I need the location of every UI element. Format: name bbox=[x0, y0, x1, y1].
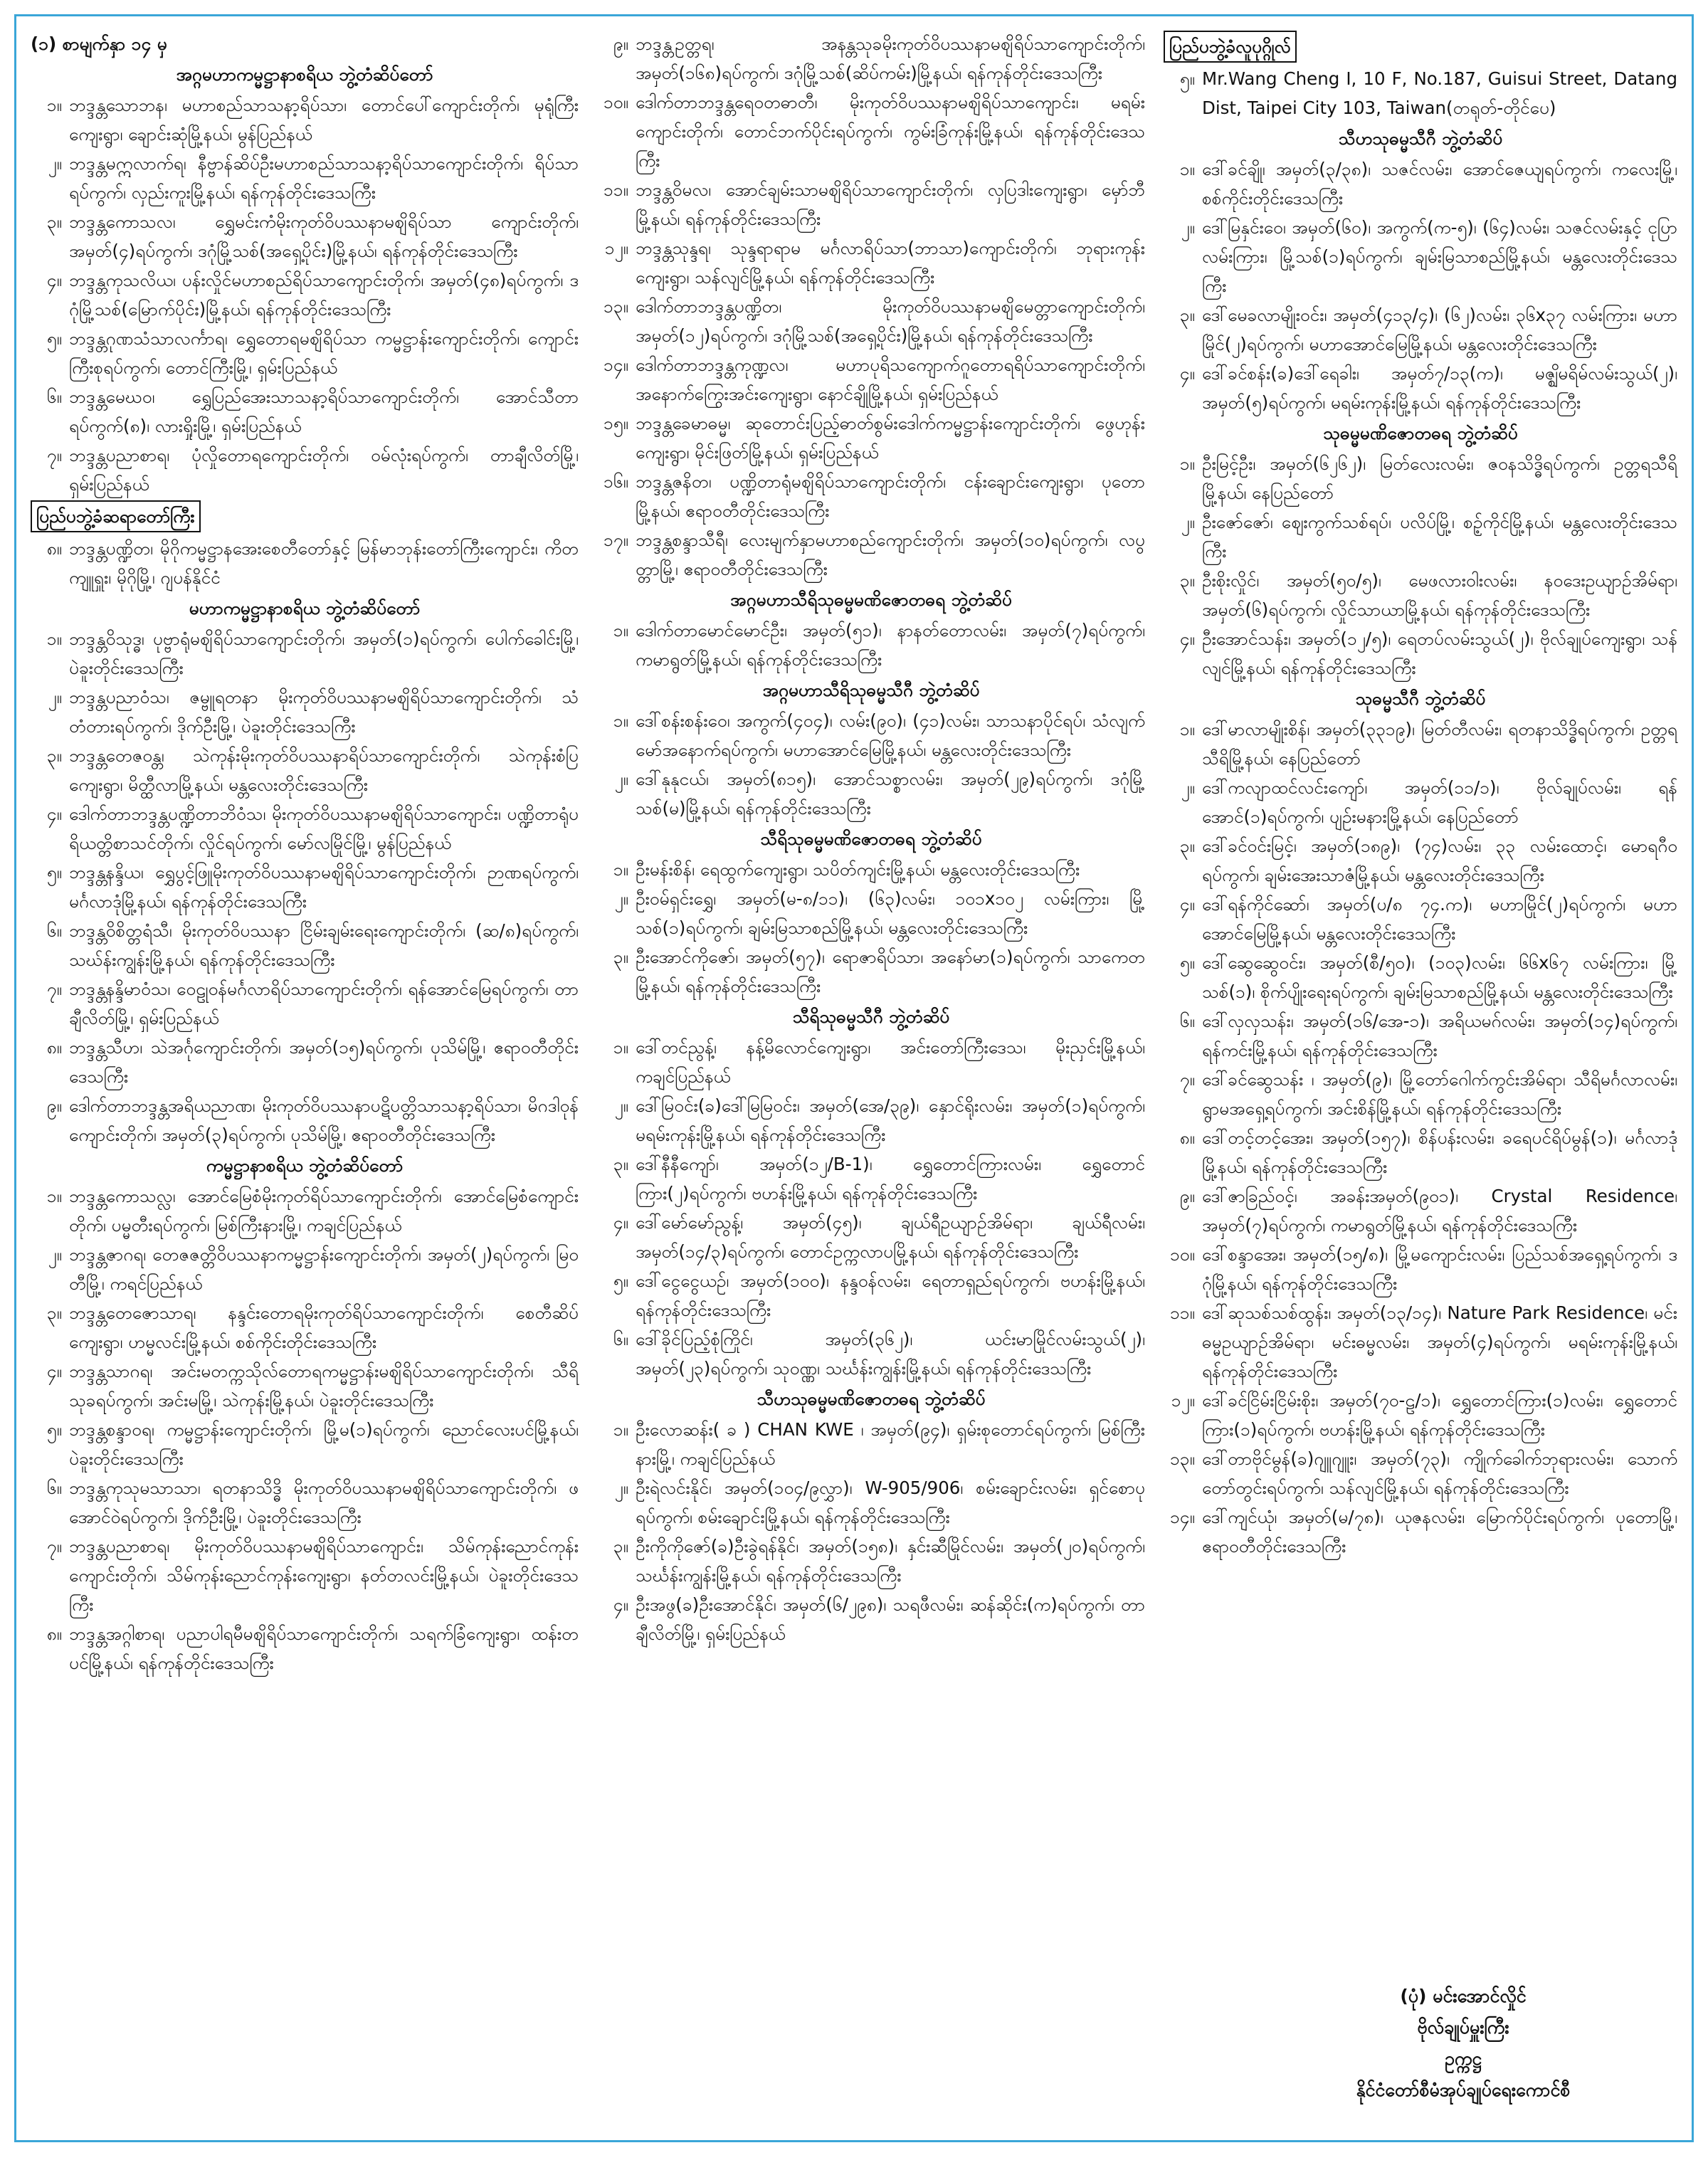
list-item bbox=[31, 799, 579, 858]
list-item-number: ၈။ bbox=[46, 1623, 62, 1644]
list-item-text: ဒေါ်ကလျာထင်လင်းကျော်၊ အမှတ်(၁၁/၁)၊ ဗိုလ်ချုပ်လမ်း၊ ရန်အောင်(၁)ရပ်ကွက်၊ ပျဉ်းမနားမြို့နယ်၊ နေပြည်တော် bbox=[1202, 777, 1677, 827]
list-item-number: ၅။ bbox=[613, 1270, 628, 1291]
section-heading: သီရိသုဓမ္မသီဂီ ဘွဲ့တံဆိပ် bbox=[792, 1006, 950, 1027]
list-item-number: ၃။ bbox=[46, 211, 62, 232]
list-item-number: ၄။ bbox=[613, 1212, 628, 1233]
list-item-text: ဘဒ္ဒန္တကုသုမသာသာ၊ ရတနာသိဒ္ဓိ မိုးကုတ်ဝိပဿနာမဈိရိပ်သာကျောင်းတိုက်၊ ဖအောင်ဝဲရပ်ကွက်၊ ဒိုက်ဦးမြို့၊ ပဲခူးတိုင်းဒေသကြီး bbox=[69, 1478, 579, 1527]
list-item-text: ဒေါက်တာဘဒ္ဒန္တပဏ္ဍိတာဘိဝံသ၊ မိုးကုတ်ဝိပဿနာမဈိရိပ်သာကျောင်း၊ ပဏ္ဍိတာရုံပရိယတ္တိစာသင်တိုက်၊ လှိုင်ရပ်ကွက်၊ မော်လမြိုင်မြို့၊ မွန်ပြည်နယ် bbox=[69, 804, 579, 853]
list-item-text: ဘဒ္ဒန္တပဏ္ဍိတ၊ မိုဂိုကမ္မဋ္ဌာနအေးစေတီတော်နှင့် မြန်မာဘုန်းတော်ကြီးကျောင်း၊ ကိတကျူရှူး၊ မိုဂိုမြို့၊ ဂျပန်နိုင်ငံ bbox=[69, 538, 579, 588]
list-item-number: ၂။ bbox=[1181, 217, 1195, 238]
list-item-text: ဘဒ္ဒန္တကုသလိယ၊ ပန်းလှိုင်မဟာစည်ရိပ်သာကျောင်းတိုက်၊ အမှတ်(၄၈)ရပ်ကွက်၊ ဒဂုံမြို့သစ်(မြောက်ပိုင်း)မြို့နယ်၊ ရန်ကုန်တိုင်းဒေသကြီး bbox=[69, 270, 579, 320]
list-item-number: ၉။ bbox=[1179, 1186, 1195, 1206]
list-item bbox=[597, 706, 1145, 764]
list-item-text: ဦးဝမ်ရှင်းရွှေ၊ အမှတ်(မ-၈/၁၁)၊ (၆၃)လမ်း၊ ၁၀၁x၁၀၂ လမ်းကြား၊ မြို့သစ်(၁)ရပ်ကွက်၊ ချမ်းမြသာစည်မြို့နယ်၊ မန္တလေးတိုင်းဒေသကြီး bbox=[636, 888, 1145, 938]
list-item bbox=[1164, 1181, 1677, 1240]
list-item-number: ၁။ bbox=[613, 859, 628, 880]
list-item-text: ဘဒ္ဒန္တပညာစာရ၊ မိုးကုတ်ဝိပဿနာမဈိရိပ်သာကျောင်း၊ သိမ်ကုန်းညောင်ကုန်းကျောင်းတိုက်၊ သိမ်ကုန်းညောင်ကုန်းကျေးရွာ၊ နတ်တလင်းမြို့နယ်၊ ပဲခူးတိုင်းဒေသကြီး bbox=[69, 1536, 579, 1615]
list-item-text: ဘဒ္ဒန္တစန္ဒာဝရ၊ ကမ္မဋ္ဌာန်းကျောင်းတိုက်၊ မြို့မ(၁)ရပ်ကွက်၊ ညောင်လေးပင်မြို့နယ်၊ ပဲခူးတိုင်းဒေသကြီး bbox=[69, 1419, 579, 1469]
list-item-text: ဒေါ်ဆုသစ်သစ်ထွန်း၊ အမှတ်(၁၃/၁၄)၊ Nature Park Residence၊ မင်းဓမ္မဥယျာဉ်အိမ်ရာ၊ မင်းဓမ္မလမ်း၊ အမှတ်(၄)ရပ်ကွက်၊ မရမ်းကုန်းမြို့နယ်၊ ရန်ကုန်တိုင်းဒေသကြီး bbox=[1202, 1302, 1677, 1381]
continuation-note: (၁) စာမျက်နှာ ၁၄ မှ bbox=[31, 33, 167, 54]
list-item bbox=[1164, 359, 1677, 417]
list-item bbox=[597, 884, 1145, 942]
list-item-number: ၃။ bbox=[1179, 836, 1195, 856]
list-item-number: ၁၂။ bbox=[1171, 1390, 1195, 1411]
list-item bbox=[1164, 1123, 1677, 1181]
list-item-text: ဒေါ်မြနှင်းဝေ၊ အမှတ်(၆၀)၊ အကွက်(က-၅)၊ (၆၄)လမ်း၊ သဇင်လမ်းနှင့် ငုပြာလမ်းကြား၊ မြို့သစ်(၁)ရပ်ကွက်၊ ချမ်းမြသာစည်မြို့နယ်၊ မန္တလေးတိုင်းဒေသကြီး bbox=[1202, 217, 1677, 296]
list-item bbox=[597, 525, 1145, 584]
list-item-text: ဒေါ်မော်မော်ညွန့်၊ အမှတ်(၄၅)၊ ချယ်ရီဥယျာဉ်အိမ်ရာ၊ ချယ်ရီလမ်း၊ အမှတ်(၁၄/၃)ရပ်ကွက်၊ တောင်ဥက္ကလာပမြို့နယ်၊ ရန်ကုန်တိုင်းဒေသကြီး bbox=[636, 1212, 1145, 1262]
list-item bbox=[31, 624, 579, 683]
signature-block bbox=[1164, 1981, 1677, 2106]
list-item-text: ဘဒ္ဒန္တဥတ္တရ၊ အနန္တသုခမိုးကုတ်ဝိပဿနာမဈိရိပ်သာကျောင်းတိုက်၊ အမှတ်(၁၆၈)ရပ်ကွက်၊ ဒဂုံမြို့သစ်(ဆိပ်ကမ်း)မြို့နယ်၊ ရန်ကုန်တိုင်းဒေသကြီး bbox=[636, 33, 1145, 83]
list-item bbox=[597, 467, 1145, 525]
list-item-number: ၁၂။ bbox=[604, 238, 628, 258]
list-item bbox=[31, 1532, 579, 1619]
list-item bbox=[597, 1033, 1145, 1091]
list-item-number: ၁။ bbox=[1179, 719, 1195, 739]
list-item bbox=[1164, 715, 1677, 773]
list-item-number: ၁၀။ bbox=[1170, 1244, 1195, 1265]
list-item bbox=[1164, 1065, 1677, 1123]
list-item-text: ဒေါ်ခင်ဝင်းမြင့်၊ အမှတ်(၁၈၉)၊ (၇၄)လမ်း၊ ၃၃ လမ်းထောင့်၊ မောရဂီဝရပ်ကွက်၊ ချမ်းအေးသာဇံမြို့နယ်၊ မန္တလေးတိုင်းဒေသကြီး bbox=[1202, 836, 1677, 885]
list-item bbox=[597, 1208, 1145, 1266]
list-item-number: ၄။ bbox=[46, 804, 62, 824]
list-item-text: ဒေါ်တင်ညွန့်၊ နန့်မိလောင်ကျေးရွာ၊ အင်းတော်ကြီးဒေသ၊ မိုးညှင်းမြို့နယ်၊ ကချင်ပြည်နယ် bbox=[636, 1037, 1145, 1087]
section-heading: သီဟသုဓမ္မသီဂီ ဘွဲ့တံဆိပ် bbox=[1338, 128, 1503, 149]
list-item bbox=[31, 1298, 579, 1357]
list-item-number: ၁၁။ bbox=[603, 179, 628, 200]
list-item-number: ၁။ bbox=[1179, 453, 1195, 474]
list-item-text: ဘဒ္ဒန္တသီဟ၊ သဲအင်္ဂုကျောင်းတိုက်၊ အမှတ်(၁၅)ရပ်ကွက်၊ ပုသိမ်မြို့၊ ဧရာဝတီတိုင်းဒေသကြီး bbox=[69, 1037, 579, 1087]
list-item-number: ၂။ bbox=[614, 1478, 628, 1498]
section-heading: သီရိသုဓမ္မမဏိဇောတဓရ ဘွဲ့တံဆိပ် bbox=[760, 828, 982, 849]
list-item-number: ၁။ bbox=[613, 1419, 628, 1440]
list-item-text: ဦးကိုကိုဇော်(ခ)ဦးခွဲရန်နိုင်၊ အမှတ်(၁၅၈)၊ နှင်းဆီမြိုင်လမ်း၊ အမှတ်(၂၀)ရပ်ကွက်၊ သင်္ဃန်းကျွန်းမြို့နယ်၊ ရန်ကုန်တိုင်းဒေသကြီး bbox=[636, 1536, 1145, 1586]
section-heading: မဟာကမ္မဋ္ဌာနာစရိယ ဘွဲ့တံဆိပ်တော် bbox=[189, 598, 421, 618]
list-item-number: ၇။ bbox=[46, 1536, 62, 1557]
list-item-text: ဘဒ္ဒန္တနန္ဒိယ၊ ရွှေပွင့်ဖြူမိုးကုတ်ဝိပဿနာမဈိရိပ်သာကျောင်းတိုက်၊ ဉာဏရပ်ကွက်၊ မင်္ဂလာဒုံမြို့နယ်၊ ရန်ကုန်တိုင်းဒေသကြီး bbox=[69, 862, 579, 912]
list-item-text: ဦးမန်းစိန်၊ ရေထွက်ကျေးရွာ၊ သပိတ်ကျင်းမြို့နယ်၊ မန္တလေးတိုင်းဒေသကြီး bbox=[636, 859, 1080, 880]
list-item bbox=[597, 1473, 1145, 1532]
list-item bbox=[597, 88, 1145, 175]
list-item-number: ၅။ bbox=[1179, 952, 1195, 973]
signature-rank: ဗိုလ်ချုပ်မှူးကြီး bbox=[1417, 2017, 1509, 2038]
list-item-text: ဘဒ္ဒန္တစန္ဒာသီရီ၊ လေးမျက်နှာမဟာစည်ကျောင်းတိုက်၊ အမှတ်(၁၀)ရပ်ကွက်၊ လပွတ္တာမြို့၊ ဧရာဝတီတိုင်းဒေသကြီး bbox=[636, 530, 1145, 579]
list-item-text: ဘဒ္ဒန္တဝိမလ၊ အောင်ချမ်းသာမဈိရိပ်သာကျောင်းတိုက်၊ လှပြဒါးကျေးရွာ၊ မှော်ဘီမြို့နယ်၊ ရန်ကုန်တိုင်းဒေသကြီး bbox=[636, 179, 1145, 229]
list-item bbox=[1164, 773, 1677, 831]
list-item bbox=[1164, 1444, 1677, 1502]
list-item-text: ဘဒ္ဒန္တမေဃဝ၊ ရွှေပြည်အေးသာသနာ့ရိပ်သာကျောင်းတိုက်၊ အောင်သီတာရပ်ကွက်(၈)၊ လားရှိုးမြို့၊ ရှမ်းပြည်နယ် bbox=[69, 386, 579, 436]
list-item-number: ၁၄။ bbox=[1170, 1507, 1195, 1527]
list-item-number: ၈။ bbox=[1179, 1127, 1195, 1148]
list-item-text: ဘဒ္ဒန္တတေဇောသာရ၊ နန္ဒင်းတောရမိုးကုတ်ရိပ်သာကျောင်းတိုက်၊ စေတီဆိပ်ကျေးရွာ၊ ဟမ္မလင်းမြို့နယ်၊ စစ်ကိုင်းတိုင်းဒေသကြီး bbox=[69, 1302, 579, 1352]
list-item-number: ၆။ bbox=[46, 1478, 62, 1498]
list-item-text: ဘဒ္ဒန္တဝိစိတ္တရံသီ၊ မိုးကုတ်ဝိပဿနာ ငြိမ်းချမ်းရေးကျောင်းတိုက်၊ (ဆ/၈)ရပ်ကွက်၊ သဃ်န်းကျွန်းမြို့နယ်၊ ရန်ကုန်တိုင်းဒေသကြီး bbox=[69, 920, 579, 970]
list-item-text: ဒေါ်နီနီကျော်၊ အမှတ်(၁၂/B-1)၊ ရွှေတောင်ကြားလမ်း၊ ရွှေတောင်ကြား(၂)ရပ်ကွက်၊ ဗဟန်းမြို့နယ်၊ ရန်ကုန်တိုင်းဒေသကြီး bbox=[636, 1154, 1145, 1203]
list-item-number: ၁။ bbox=[613, 1037, 628, 1058]
list-item bbox=[597, 942, 1145, 1001]
list-item bbox=[597, 764, 1145, 823]
list-item-number: ၁။ bbox=[613, 620, 628, 641]
list-item-text: ဦးအောင်ကိုဇော်၊ အမှတ်(၅၇)၊ ရောဇာရိပ်သာ၊ အနော်မာ(၁)ရပ်ကွက်၊ သာကေတမြို့နယ်၊ ရန်ကုန်တိုင်းဒေသကြီး bbox=[636, 947, 1145, 996]
list-item-text: ဒေါက်တာဘဒ္ဒန္တရေဝတဓာတီ၊ မိုးကုတ်ဝိပဿနာမဈိရိပ်သာကျောင်း၊ မရမ်းကျောင်းတိုက်၊ တောင်ဘက်ပိုင်းရပ်ကွက်၊ ကွမ်းခြံကုန်းမြို့နယ်၊ ရန်ကုန်တိုင်းဒေသကြီး bbox=[636, 92, 1145, 171]
list-item-text: ဒေါ်မြဝင်း(ခ)ဒေါ်မြမြဝင်း၊ အမှတ်(အေ/၃၉)၊ နှောင်ရိုးလမ်း၊ အမှတ်(၁)ရပ်ကွက်၊ မရမ်းကုန်းမြို့နယ်၊ ရန်ကုန်တိုင်းဒေသကြီး bbox=[636, 1095, 1145, 1145]
list-item bbox=[597, 1532, 1145, 1590]
list-item bbox=[597, 175, 1145, 233]
list-item-text: ဘဒ္ဒန္တပညာဝံသ၊ ဇမ္ဗူရတနာ မိုးကုတ်ဝိပဿနာမဈိရိပ်သာကျောင်းတိုက်၊ သံတံတားရပ်ကွက်၊ ဒိုက်ဦးမြို့၊ ပဲခူးတိုင်းဒေသကြီး bbox=[69, 687, 579, 737]
list-item-text: ဒေါ်ရန်ကိုင်ဆော်၊ အမှတ်(ပ/၈ ၇၄.က)၊ မဟာမြိုင်(၂)ရပ်ကွက်၊ မဟာအောင်မြေမြို့နယ်၊ မန္တလေးတိုင်းဒေသကြီး bbox=[1202, 894, 1677, 944]
list-item-text: ဒေါ်ခင်ငြိမ်းငြိမ်းစိုး၊ အမှတ်(၇၀-ဠ/၁)၊ ရွှေတောင်ကြား(၁)လမ်း၊ ရွှေတောင်ကြား(၁)ရပ်ကွက်၊ ဗဟန်းမြို့နယ်၊ ရန်ကုန်တိုင်းဒေသကြီး bbox=[1202, 1390, 1677, 1440]
list-item-text: ဘဒ္ဒန္တဂုဏသံသာလင်္ကာရ၊ ရွှေတောရမဈိရိပ်သာ ကမ္မဋ္ဌာန်းကျောင်းတိုက်၊ ကျောင်းကြီးစုရပ်ကွက်၊ တောင်ကြီးမြို့၊ ရှမ်းပြည်နယ် bbox=[69, 328, 579, 378]
list-item-number: ၁၅။ bbox=[603, 413, 628, 433]
list-item bbox=[31, 916, 579, 974]
list-item bbox=[31, 683, 579, 741]
section-heading: အဂ္ဂမဟာသီရိသုဓမ္မမဏိဇောတဓရ ဘွဲ့တံဆိပ် bbox=[730, 589, 1012, 610]
section-heading: သုဓမ္မမဏိဇောတဓရ ဘွဲ့တံဆိပ် bbox=[1323, 423, 1518, 443]
list-item-number: ၄။ bbox=[46, 270, 62, 290]
list-item bbox=[597, 616, 1145, 674]
list-item-number: ၂။ bbox=[1181, 512, 1195, 532]
list-item-text: ဘဒ္ဒန္တပညာစာရ၊ ပုံလှိုတောရကျောင်းတိုက်၊ ဝမ်လုံးရပ်ကွက်၊ တာချီလိတ်မြို့၊ ရှမ်းပြည်နယ် bbox=[69, 445, 579, 495]
list-item bbox=[597, 292, 1145, 350]
list-item bbox=[597, 1091, 1145, 1149]
list-item-text: ဦးအောင်သန်း၊ အမှတ်(၁၂/၅)၊ ရေတပ်လမ်းသွယ်(၂)၊ ဗိုလ်ချုပ်ကျေးရွာ၊ သန်လျင်မြို့နယ်၊ ရန်ကုန်တိုင်းဒေသကြီး bbox=[1202, 628, 1677, 678]
list-item bbox=[1164, 948, 1677, 1006]
list-item-number: ၄။ bbox=[1179, 363, 1195, 384]
list-item-text: ဒေါ်လှလှသန်း၊ အမှတ်(၁၆/အေ-၁)၊ အရိယမဂ်လမ်း၊ အမှတ်(၁၄)ရပ်ကွက်၊ ရန်ကင်းမြို့နယ်၊ ရန်ကုန်တိုင်းဒေသကြီး bbox=[1202, 1011, 1677, 1060]
list-item-text: ဒေါ်မေခလာမျိုးဝင်း၊ အမှတ်(၄၁၃/၄)၊ (၆၂)လမ်း၊ ၃၆x၃၇ လမ်းကြား၊ မဟာမြိုင်(၂)ရပ်ကွက်၊ မဟာအောင်မြေမြို့နယ်၊ မန္တလေးတိုင်းဒေသကြီး bbox=[1202, 305, 1677, 354]
list-item-number: ၆။ bbox=[1179, 1011, 1195, 1031]
list-item-number: ၉။ bbox=[46, 1095, 62, 1116]
section-heading: သုဓမ္မသီဂီ ဘွဲ့တံဆိပ် bbox=[1355, 688, 1486, 709]
list-item-number: ၄။ bbox=[1179, 628, 1195, 649]
list-item-number: ၇။ bbox=[46, 979, 62, 999]
list-item-number: ၈။ bbox=[46, 538, 62, 559]
signature-title: ဥက္ကဋ္ဌ bbox=[1445, 2048, 1482, 2069]
list-item-number: ၂။ bbox=[614, 769, 628, 789]
list-item-number: ၁၆။ bbox=[603, 471, 628, 492]
list-item-number: ၉။ bbox=[613, 33, 628, 54]
section-heading: သီဟသုဓမ္မမဏိဇောတဓရ ဘွဲ့တံဆိပ် bbox=[757, 1389, 986, 1409]
list-item bbox=[1164, 831, 1677, 890]
list-item-number: ၂။ bbox=[1181, 777, 1195, 798]
list-item-text: ဘဒ္ဒန္တအဂ္ဂါစာရ၊ ပညာပါရမီမဈိရိပ်သာကျောင်းတိုက်၊ သရက်ခြံကျေးရွာ၊ ထန်းတပင်မြို့နယ်၊ ရန်ကုန်တိုင်းဒေသကြီး bbox=[69, 1623, 579, 1673]
section-heading: ပြည်ပဘွဲ့ခံဆရာတော်ကြီး bbox=[31, 500, 201, 532]
list-item-number: ၂။ bbox=[48, 687, 62, 707]
list-item-text: ဘဒ္ဒန္တတေဇဝန္တ၊ သဲကုန်းမိုးကုတ်ဝိပဿနာရိပ်သာကျောင်းတိုက်၊ သဲကုန်းစံပြကျေးရွာ၊ မိတ္ထီလာမြို့နယ်၊ မန္တလေးတိုင်းဒေသကြီး bbox=[69, 745, 579, 795]
list-item-number: ၁၇။ bbox=[603, 530, 628, 550]
document-page bbox=[14, 14, 1694, 2142]
list-item bbox=[31, 382, 579, 441]
list-item-text: ဒေါက်တာမောင်မောင်ဦး၊ အမှတ်(၅၁)၊ နာနတ်တောလမ်း၊ အမှတ်(၇)ရပ်ကွက်၊ ကမာရွတ်မြို့နယ်၊ ရန်ကုန်တိုင်းဒေသကြီး bbox=[636, 620, 1145, 670]
list-item-number: ၃။ bbox=[1179, 305, 1195, 325]
list-item-text: ဒေါ်ခင်ချို၊ အမှတ်(၃/၃၈)၊ သဇင်လမ်း၊ အောင်ဇေယျရပ်ကွက်၊ ကလေးမြို့၊ စစ်ကိုင်းတိုင်းဒေသကြီး bbox=[1202, 159, 1677, 209]
list-item bbox=[1164, 300, 1677, 359]
list-item-number: ၁။ bbox=[46, 628, 62, 649]
list-item-text: ဦးရဲလင်းနိုင်၊ အမှတ်(၁၀၄/၉လွှာ)၊ W-905/906၊ စမ်းချောင်းလမ်း၊ ရှင်စောပုရပ်ကွက်၊ စမ်းချောင်းမြို့နယ်၊ ရန်ကုန်တိုင်းဒေသကြီး bbox=[636, 1478, 1145, 1527]
list-item-number: ၃။ bbox=[46, 1302, 62, 1323]
list-item-text: ဒေါ်စန္ဒာအေး၊ အမှတ်(၁၅/၈)၊ မြို့မကျောင်းလမ်း၊ ပြည်သစ်အရှေ့ရပ်ကွက်၊ ဒဂုံမြို့နယ်၊ ရန်ကုန်တိုင်းဒေသကြီး bbox=[1202, 1244, 1677, 1294]
list-item bbox=[597, 350, 1145, 409]
list-item bbox=[31, 149, 579, 207]
list-item bbox=[31, 1619, 579, 1677]
signature-name: (ပုံ) မင်းအောင်လှိုင် bbox=[1400, 1986, 1527, 2006]
list-item-text: ဘဒ္ဒန္တသုန္ဒရ၊ သုန္ဒရာရာမ မင်္ဂလာရိပ်သာ(ဘာသာ)ကျောင်းတိုက်၊ ဘုရားကုန်းကျေးရွာ၊ သန်လျင်မြို့နယ်၊ ရန်ကုန်တိုင်းဒေသကြီး bbox=[636, 238, 1145, 288]
list-item bbox=[31, 1181, 579, 1240]
list-item-text: ဒေါ်တင့်တင့်အေး၊ အမှတ်(၁၅၇)၊ စိန်ပန်းလမ်း၊ ခရေပင်ရိပ်မွန်(၁)၊ မင်္ဂလာဒုံမြို့နယ်၊ ရန်ကုန်တိုင်းဒေသကြီး bbox=[1202, 1127, 1677, 1177]
list-item bbox=[31, 1415, 579, 1473]
list-item-number: ၁။ bbox=[1179, 159, 1195, 179]
list-item-number: ၁၃။ bbox=[603, 296, 628, 317]
list-item-number: ၅။ bbox=[46, 1419, 62, 1440]
list-item bbox=[1164, 449, 1677, 507]
list-item bbox=[31, 1091, 579, 1149]
list-item-text: ဘဒ္ဒန္တနန္ဒိမာဝံသ၊ ဝေဠုဝန်မင်္ဂလာရိပ်သာကျောင်းတိုက်၊ ရန်အောင်မြေရပ်ကွက်၊ တာချီလိတ်မြို့၊ ရှမ်းပြည်နယ် bbox=[69, 979, 579, 1028]
list-item bbox=[31, 1033, 579, 1091]
list-item-number: ၃။ bbox=[613, 947, 628, 967]
list-item-text: ဘဒ္ဒန္တဝိသုဒ္ဓ၊ ပုဗ္ဗာရုံမဈိရိပ်သာကျောင်းတိုက်၊ အမှတ်(၁)ရပ်ကွက်၊ ပေါက်ခေါင်းမြို့၊ ပဲခူးတိုင်းဒေသကြီး bbox=[69, 628, 579, 678]
list-item-number: ၁။ bbox=[46, 95, 62, 115]
list-item bbox=[1164, 1240, 1677, 1298]
list-item-number: ၂။ bbox=[614, 1095, 628, 1116]
list-item-text: ဘဒ္ဒန္တကောသလ၊ ရွှေမင်းကံမိုးကုတ်ဝိပဿနာမဈိရိပ်သာ ကျောင်းတိုက်၊ အမှတ်(၄)ရပ်ကွက်၊ ဒဂုံမြို့သစ်(အရှေ့ပိုင်း)မြို့နယ်၊ ရန်ကုန်တိုင်းဒေသကြီး bbox=[69, 211, 579, 261]
signature-organization: နိုင်ငံတော်စီမံအုပ်ချုပ်ရေးကောင်စီ bbox=[1356, 2080, 1571, 2100]
list-item-text: ဒေါ်မာလာမျိုးစိန်၊ အမှတ်(၃၃၁၉)၊ မြတ်တီလမ်း၊ ရတနာသိဒ္ဓိရပ်ကွက်၊ ဥတ္တရသီရိမြို့နယ်၊ နေပြည်တော် bbox=[1202, 719, 1677, 769]
list-item bbox=[597, 1266, 1145, 1324]
list-item-number: ၁၃။ bbox=[1170, 1448, 1195, 1469]
list-item bbox=[31, 858, 579, 916]
list-item-number: ၅။ bbox=[1179, 68, 1195, 89]
section-heading: အဂ္ဂမဟာသီရိသုဓမ္မသီဂီ ဘွဲ့တံဆိပ် bbox=[762, 680, 980, 700]
list-item-text: ဒေါ်တာဗိုင်မွန်(ခ)ဂျူဂျူး၊ အမှတ်(၇၃)၊ ကျိုက်ခေါက်ဘုရားလမ်း၊ သောက်တော်တွင်းရပ်ကွက်၊ သန်လျင်မြို့နယ်၊ ရန်ကုန်တိုင်းဒေသကြီး bbox=[1202, 1448, 1677, 1498]
column-1 bbox=[31, 29, 579, 2127]
list-item bbox=[597, 1149, 1145, 1208]
list-item-number: ၇။ bbox=[1179, 1069, 1195, 1090]
list-item-text: Mr.Wang Cheng I, 10 F, No.187, Guisui Street, Datang Dist, Taipei City 103, Taiwan(တရုတ်-တိုင်ပေ) bbox=[1202, 68, 1677, 118]
list-item-text: ဒေါ်ငွေငွေယဉ်၊ အမှတ်(၁၀၀)၊ နန္ဒဝန်လမ်း၊ ရေတာရှည်ရပ်ကွက်၊ ဗဟန်းမြို့နယ်၊ ရန်ကုန်တိုင်းဒေသကြီး bbox=[636, 1270, 1145, 1320]
section-heading: ကမ္မဋ္ဌာနာစရိယ ဘွဲ့တံဆိပ်တော် bbox=[206, 1155, 404, 1176]
list-item-number: ၃။ bbox=[613, 1536, 628, 1557]
list-item-number: ၃။ bbox=[613, 1154, 628, 1174]
list-item bbox=[1164, 1006, 1677, 1065]
list-item-text: ဒေါ်ဆွေဆွေဝင်း၊ အမှတ်(စီ/၅၀)၊ (၁၀၃)လမ်း၊ ၆၆x၆၇ လမ်းကြား၊ မြို့သစ်(၁)၊ စိုက်ပျိုးရေးရပ်ကွက်၊ ချမ်းမြသာစည်မြို့နယ်၊ မန္တလေးတိုင်းဒေသကြီး bbox=[1202, 952, 1677, 1002]
list-item bbox=[1164, 624, 1677, 683]
list-item bbox=[31, 741, 579, 799]
list-item-text: ဒေါ်နုနုငယ်၊ အမှတ်(၈၁၅)၊ အောင်သစ္စာလမ်း၊ အမှတ်(၂၉)ရပ်ကွက်၊ ဒဂုံမြို့သစ်(မ)မြို့နယ်၊ ရန်ကုန်တိုင်းဒေသကြီး bbox=[636, 769, 1145, 818]
section-heading: အဂ္ဂမဟာကမ္မဋ္ဌာနာစရိယ ဘွဲ့တံဆိပ်တော် bbox=[176, 64, 433, 85]
list-item-number: ၁။ bbox=[46, 1186, 62, 1206]
list-item-number: ၄။ bbox=[613, 1594, 628, 1615]
list-item bbox=[1164, 507, 1677, 566]
list-item-text: ဒေါ်ခိုင်ပြည့်စုံကြိုင်၊ အမှတ်(၃၆၂)၊ ယင်းမာမြိုင်လမ်းသွယ်(၂)၊ အမှတ်(၂၃)ရပ်ကွက်၊ သုဝဏ္ဏ၊ သင်္ဃန်းကျွန်းမြို့နယ်၊ ရန်ကုန်တိုင်းဒေသကြီး bbox=[636, 1329, 1145, 1379]
list-item-text: ဒေါ်ခင်စန်း(ခ)ဒေါ်ရေခါး၊ အမှတ်၇/၁၃(က)၊ မဇ္ဈိမရိမ်လမ်းသွယ်(၂)၊ အမှတ်(၅)ရပ်ကွက်၊ မရမ်းကုန်းမြို့နယ်၊ ရန်ကုန်တိုင်းဒေသကြီး bbox=[1202, 363, 1677, 413]
list-item bbox=[31, 324, 579, 382]
list-item-number: ၇။ bbox=[46, 445, 62, 465]
list-item bbox=[31, 1473, 579, 1532]
list-item-number: ၁၄။ bbox=[603, 354, 628, 375]
column-2 bbox=[597, 29, 1145, 2127]
list-item-text: ဘဒ္ဒန္တဇနိတ၊ ပဏ္ဍိတာရုံမဈိရိပ်သာကျောင်းတိုက်၊ ငန်းချောင်းကျေးရွာ၊ ပုတောမြို့နယ်၊ ဧရာဝတီတိုင်းဒေသကြီး bbox=[636, 471, 1145, 521]
list-item-text: ဒေါက်တာဘဒ္ဒန္တကုဏ္ဍလ၊ မဟာပုရိသကျောက်ဂူတောရရိပ်သာကျောင်းတိုက်၊ အနောက်ကြွေးအင်းကျေးရွာ၊ နောင်ချိုမြို့နယ်၊ ရှမ်းပြည်နယ် bbox=[636, 354, 1145, 404]
list-item bbox=[1164, 890, 1677, 948]
list-item bbox=[31, 265, 579, 324]
list-item-text: ဒေါက်တာဘဒ္ဒန္တအရိယညာဏ၊ မိုးကုတ်ဝိပဿနာပဋိပတ္တိသာသနာ့ရိပ်သာ၊ မိဂဒါဝုန်ကျောင်းတိုက်၊ အမှတ်(၃)ရပ်ကွက်၊ ပုသိမ်မြို့၊ ဧရာဝတီတိုင်းဒေသကြီး bbox=[69, 1095, 579, 1145]
list-item-text: ဦးလောဆန်း( ခ ) CHAN KWE ၊ အမှတ်(၉၄)၊ ရှမ်းစုတောင်ရပ်ကွက်၊ မြစ်ကြီးနားမြို့၊ ကချင်ပြည်နယ် bbox=[636, 1419, 1145, 1469]
section-heading: ပြည်ပဘွဲ့ခံလူပုဂ္ဂိုလ် bbox=[1164, 31, 1297, 63]
list-item bbox=[31, 1240, 579, 1298]
list-item bbox=[1164, 64, 1677, 122]
list-item bbox=[1164, 154, 1677, 213]
list-item bbox=[597, 233, 1145, 292]
list-item bbox=[1164, 1502, 1677, 1561]
list-item-number: ၁၀။ bbox=[603, 92, 628, 112]
list-item bbox=[597, 409, 1145, 467]
list-item-text: ဦးစိုးလှိုင်၊ အမှတ်(၅၀/၅)၊ မေဖလားဝါးလမ်း၊ နဝဒေးဥယျာဉ်အိမ်ရာ၊ အမှတ်(၆)ရပ်ကွက်၊ လှိုင်သာယာမြို့နယ်၊ ရန်ကုန်တိုင်းဒေသကြီး bbox=[1202, 570, 1677, 620]
list-item-text: ဦးအဖွ(ခ)ဦးအောင်နိုင်၊ အမှတ်(၆/၂၉၈)၊ သရဖီလမ်း၊ ဆန်ဆိုင်း(က)ရပ်ကွက်၊ တာချီလိတ်မြို့၊ ရှမ်းပြည်နယ် bbox=[636, 1594, 1145, 1644]
list-item-text: ဒေါ်ခင်ဆွေသန်း ၊ အမှတ်(၉)၊ မြို့တော်ဂေါက်ကွင်းအိမ်ရာ၊ သီရိမင်္ဂလာလမ်း၊ ရွာမအရှေ့ရပ်ကွက်၊ အင်းစိန်မြို့နယ်၊ ရန်ကုန်တိုင်းဒေသကြီး bbox=[1202, 1069, 1677, 1119]
list-item bbox=[597, 1415, 1145, 1473]
list-item-number: ၈။ bbox=[46, 1037, 62, 1058]
list-item bbox=[31, 974, 579, 1033]
list-item-text: ဘဒ္ဒန္တမဣလာက်ရ၊ နီဗ္ဗာန်ဆိပ်ဦးမဟာစည်သာသနာ့ရိပ်သာကျောင်းတိုက်၊ ရိပ်သာရပ်ကွက်၊ လှည်းကူးမြို့နယ်၊ ရန်ကုန်တိုင်းဒေသကြီး bbox=[69, 153, 579, 203]
list-item-number: ၆။ bbox=[46, 386, 62, 407]
list-item-number: ၃။ bbox=[1179, 570, 1195, 591]
list-item-number: ၅။ bbox=[46, 862, 62, 883]
list-item bbox=[1164, 1298, 1677, 1386]
list-item bbox=[597, 29, 1145, 88]
list-item bbox=[1164, 213, 1677, 300]
list-item-text: ဘဒ္ဒန္တကောသလ္လ၊ အောင်မြေစံမိုးကုတ်ရိပ်သာကျောင်းတိုက်၊ အောင်မြေစံကျောင်းတိုက်၊ ပမ္မတီးရပ်ကွက်၊ မြစ်ကြီးနားမြို့၊ ကချင်ပြည်နယ် bbox=[69, 1186, 579, 1236]
list-item-number: ၃။ bbox=[46, 745, 62, 766]
list-item-number: ၆။ bbox=[613, 1329, 628, 1349]
list-item bbox=[31, 90, 579, 149]
list-item-number: ၅။ bbox=[46, 328, 62, 349]
list-item-text: ဘဒ္ဒန္တခေမာဓမ္မ၊ ဆုတောင်းပြည့်ဓာတ်စွမ်းဒေါက်ကမ္မဋ္ဌာန်းကျောင်းတိုက်၊ ဖွေဟုန်းကျေးရွာ၊ မိုင်းဖြတ်မြို့နယ်၊ ရှမ်းပြည်နယ် bbox=[636, 413, 1145, 463]
list-item-text: ဒေါ်စန်းစန်းဝေ၊ အကွက်(၄၀၄)၊ လမ်း(၉၀)၊ (၄၁)လမ်း၊ သာသနာပိုင်ရပ်၊ သံလျက်မော်အနောက်ရပ်ကွက်၊ မဟာအောင်မြေမြို့နယ်၊ မန္တလေးတိုင်းဒေသကြီး bbox=[636, 710, 1145, 760]
column-3 bbox=[1164, 29, 1677, 2127]
list-item-number: ၁။ bbox=[613, 710, 628, 731]
list-item-text: ဘဒ္ဒန္တသောဘန၊ မဟာစည်သာသနာ့ရိပ်သာ၊ တောင်ပေါ်ကျောင်းတိုက်၊ မုရုံကြီးကျေးရွာ၊ ချောင်းဆုံမြို့နယ်၊ မွန်ပြည်နယ် bbox=[69, 95, 579, 144]
list-item-number: ၂။ bbox=[614, 888, 628, 909]
list-item-text: ဦးမြင့်ဦး၊ အမှတ်(၆၂၆၂)၊ မြတ်လေးလမ်း၊ ဇဝနသိဒ္ဓိရပ်ကွက်၊ ဥတ္တရသီရိမြို့နယ်၊ နေပြည်တော် bbox=[1202, 453, 1677, 503]
list-item bbox=[597, 1324, 1145, 1383]
list-item-text: ဘဒ္ဒန္တသာဂရ၊ အင်းမတက္ကသိုလ်တောရကမ္မဋ္ဌာန်းမဈိရိပ်သာကျောင်းတိုက်၊ သီရိသုခရပ်ကွက်၊ အင်းမမြို့၊ သဲကုန်းမြို့နယ်၊ ပဲခူးတိုင်းဒေသကြီး bbox=[69, 1361, 579, 1411]
list-item-number: ၄။ bbox=[1179, 894, 1195, 915]
list-item-number: ၂။ bbox=[48, 153, 62, 174]
list-item-text: ဦးဇော်ဇော်၊ ဈေးကွက်သစ်ရပ်၊ ပလိပ်မြို့၊ စဉ့်ကိုင်မြို့နယ်၊ မန္တလေးတိုင်းဒေသကြီး bbox=[1202, 512, 1677, 562]
list-item bbox=[31, 534, 579, 592]
list-item-number: ၆။ bbox=[46, 920, 62, 941]
list-item bbox=[31, 207, 579, 265]
list-item-number: ၁၁။ bbox=[1170, 1302, 1195, 1323]
list-item-number: ၄။ bbox=[46, 1361, 62, 1381]
list-item-number: ၂။ bbox=[48, 1244, 62, 1265]
list-item-text: ဒေါ်ကျင်ယုံ၊ အမှတ်(မ/၇၈)၊ ယုဇနလမ်း၊ မြောက်ပိုင်းရပ်ကွက်၊ ပုတောမြို့၊ ဧရာဝတီတိုင်းဒေသကြီး bbox=[1202, 1507, 1677, 1557]
list-item bbox=[1164, 1386, 1677, 1444]
list-item bbox=[597, 855, 1145, 884]
list-item-text: ဒေါ်ဇာခြည်ဝင့်၊ အခန်းအမှတ်(၉၀၁)၊ Crystal Residence၊ အမှတ်(၇)ရပ်ကွက်၊ ကမာရွတ်မြို့နယ်၊ ရန်ကုန်တိုင်းဒေသကြီး bbox=[1202, 1186, 1677, 1236]
list-item bbox=[31, 441, 579, 499]
list-item-text: ဒေါက်တာဘဒ္ဒန္တပဏ္ဍိတ၊ မိုးကုတ်ဝိပဿနာမဈိမေတ္တာကျောင်းတိုက်၊ အမှတ်(၁၂)ရပ်ကွက်၊ ဒဂုံမြို့သစ်(အရှေ့ပိုင်း)မြို့နယ်၊ ရန်ကုန်တိုင်းဒေသကြီး bbox=[636, 296, 1145, 346]
list-item-text: ဘဒ္ဒန္တဇာဂရ၊ တေဇဇတ္တိဝိပဿနာကမ္မဋ္ဌာန်းကျောင်းတိုက်၊ အမှတ်(၂)ရပ်ကွက်၊ မြဝတီမြို့၊ ကရင်ပြည်နယ် bbox=[69, 1244, 579, 1294]
list-item bbox=[31, 1357, 579, 1415]
list-item bbox=[597, 1590, 1145, 1648]
list-item bbox=[1164, 566, 1677, 624]
